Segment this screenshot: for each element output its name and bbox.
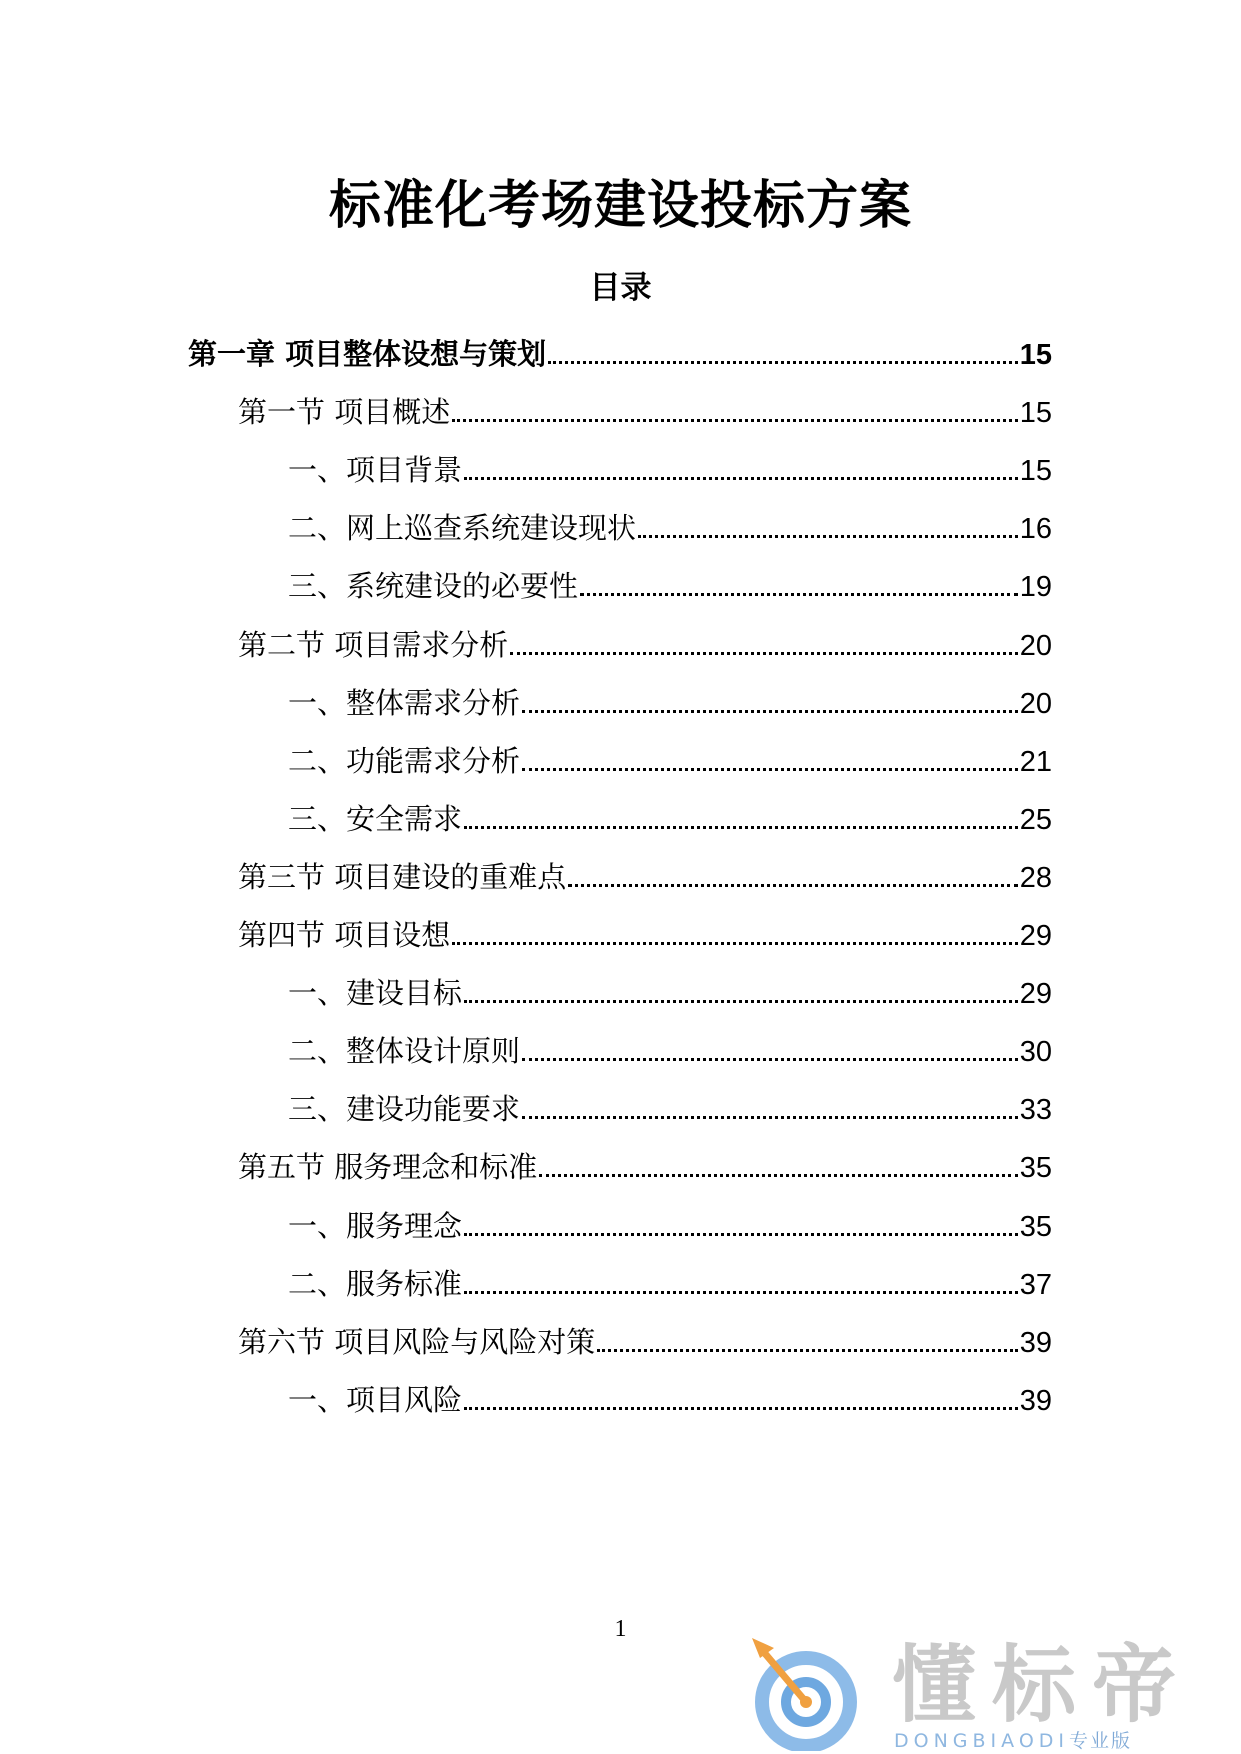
- toc-entry[interactable]: [238, 855, 1052, 899]
- toc-dot-leader: [452, 419, 1018, 422]
- toc-entry[interactable]: [288, 448, 1052, 492]
- toc-dot-leader: [464, 1233, 1018, 1236]
- toc-entry-label: 第二节 项目需求分析: [238, 628, 509, 662]
- toc-entry[interactable]: [238, 1145, 1052, 1189]
- watermark-pinyin: DONGBIAODI: [894, 1730, 1070, 1752]
- toc-entry-label: 第六节 项目风险与风险对策: [238, 1325, 596, 1359]
- toc-dot-leader: [510, 652, 1018, 655]
- toc-dot-leader: [464, 477, 1018, 480]
- page-number: 1: [614, 1616, 627, 1642]
- toc-entry[interactable]: [288, 971, 1052, 1015]
- toc-dot-leader: [464, 826, 1018, 829]
- toc-entry[interactable]: [288, 739, 1052, 783]
- toc-entry-page: 15: [1019, 397, 1052, 429]
- toc-entry-page: 33: [1019, 1094, 1052, 1126]
- toc-entry[interactable]: [288, 1087, 1052, 1131]
- toc-entry-label: 三、安全需求: [288, 802, 463, 836]
- toc-entry-page: 16: [1019, 513, 1052, 545]
- toc-heading: 目录: [589, 270, 652, 306]
- toc-entry[interactable]: [288, 797, 1052, 841]
- toc-dot-leader: [548, 361, 1018, 364]
- toc-entry-label: 三、系统建设的必要性: [288, 569, 579, 603]
- toc-entry-page: 30: [1019, 1036, 1052, 1068]
- toc-entry[interactable]: [288, 1262, 1052, 1306]
- toc-entry[interactable]: [288, 1204, 1052, 1248]
- watermark-brand: 懂标帝: [892, 1636, 1193, 1734]
- toc-dot-leader: [597, 1349, 1018, 1352]
- toc-entry-page: 35: [1019, 1152, 1052, 1184]
- toc-dot-leader: [464, 1291, 1018, 1294]
- target-arrow-icon: [744, 1636, 869, 1751]
- toc-entry-label: 一、服务理念: [288, 1209, 463, 1243]
- toc-entry-label: 一、建设目标: [288, 976, 463, 1010]
- toc-dot-leader: [522, 710, 1018, 713]
- toc-entry-label: 三、建设功能要求: [288, 1092, 521, 1126]
- toc-dot-leader: [464, 1000, 1018, 1003]
- toc-entry[interactable]: [288, 1029, 1052, 1073]
- watermark-subtitle: [894, 1730, 1132, 1752]
- document-title: 标准化考场建设投标方案: [328, 176, 912, 236]
- toc-entry[interactable]: [288, 1378, 1052, 1422]
- toc-dot-leader: [464, 1407, 1018, 1410]
- toc-dot-leader: [452, 942, 1018, 945]
- toc-entry-label: 第一节 项目概述: [238, 395, 451, 429]
- toc-entry-label: 二、功能需求分析: [288, 744, 521, 778]
- toc-entry-page: 20: [1019, 630, 1052, 662]
- toc-dot-leader: [539, 1174, 1018, 1177]
- toc-entry-page: 28: [1019, 862, 1052, 894]
- toc-entry-label: 二、服务标准: [288, 1267, 463, 1301]
- toc-entry-page: 25: [1019, 804, 1052, 836]
- toc-entry[interactable]: [188, 332, 1052, 376]
- toc-entry-page: 39: [1019, 1385, 1052, 1417]
- toc-entry-label: 二、整体设计原则: [288, 1034, 521, 1068]
- toc-entry-page: 39: [1019, 1327, 1052, 1359]
- toc-entry[interactable]: [288, 681, 1052, 725]
- toc-entry-page: 29: [1019, 978, 1052, 1010]
- toc-entry-page: 20: [1019, 688, 1052, 720]
- toc-entry-page: 15: [1019, 455, 1052, 487]
- toc-dot-leader: [580, 593, 1018, 596]
- toc-entry-label: 第三节 项目建设的重难点: [238, 860, 567, 894]
- toc-entry-page: 21: [1019, 746, 1052, 778]
- toc-entry-label: 一、整体需求分析: [288, 686, 521, 720]
- toc-entry-page: 35: [1019, 1211, 1052, 1243]
- toc-entry-label: 第四节 项目设想: [238, 918, 451, 952]
- watermark: [744, 1636, 1214, 1751]
- toc-entry[interactable]: [288, 506, 1052, 550]
- toc-entry-label: 二、网上巡查系统建设现状: [288, 511, 637, 545]
- toc-entry[interactable]: [288, 564, 1052, 608]
- toc-entry-label: 第一章 项目整体设想与策划: [188, 337, 547, 371]
- toc-dot-leader: [568, 884, 1018, 887]
- toc-entry[interactable]: [238, 390, 1052, 434]
- toc-entry-label: 第五节 服务理念和标准: [238, 1150, 538, 1184]
- toc-entry-label: 一、项目背景: [288, 453, 463, 487]
- toc-dot-leader: [522, 768, 1018, 771]
- toc-entry-page: 29: [1019, 920, 1052, 952]
- toc-dot-leader: [522, 1058, 1018, 1061]
- toc-entry[interactable]: [238, 913, 1052, 957]
- toc-entry-page: 19: [1019, 571, 1052, 603]
- toc-entry[interactable]: [238, 623, 1052, 667]
- toc-entry[interactable]: [238, 1320, 1052, 1364]
- watermark-edition: 专业版: [1069, 1730, 1133, 1752]
- toc-dot-leader: [638, 535, 1018, 538]
- toc-entry-page: 15: [1019, 339, 1052, 371]
- toc-entry-page: 37: [1019, 1269, 1052, 1301]
- toc-dot-leader: [522, 1116, 1018, 1119]
- toc-entry-label: 一、项目风险: [288, 1383, 463, 1417]
